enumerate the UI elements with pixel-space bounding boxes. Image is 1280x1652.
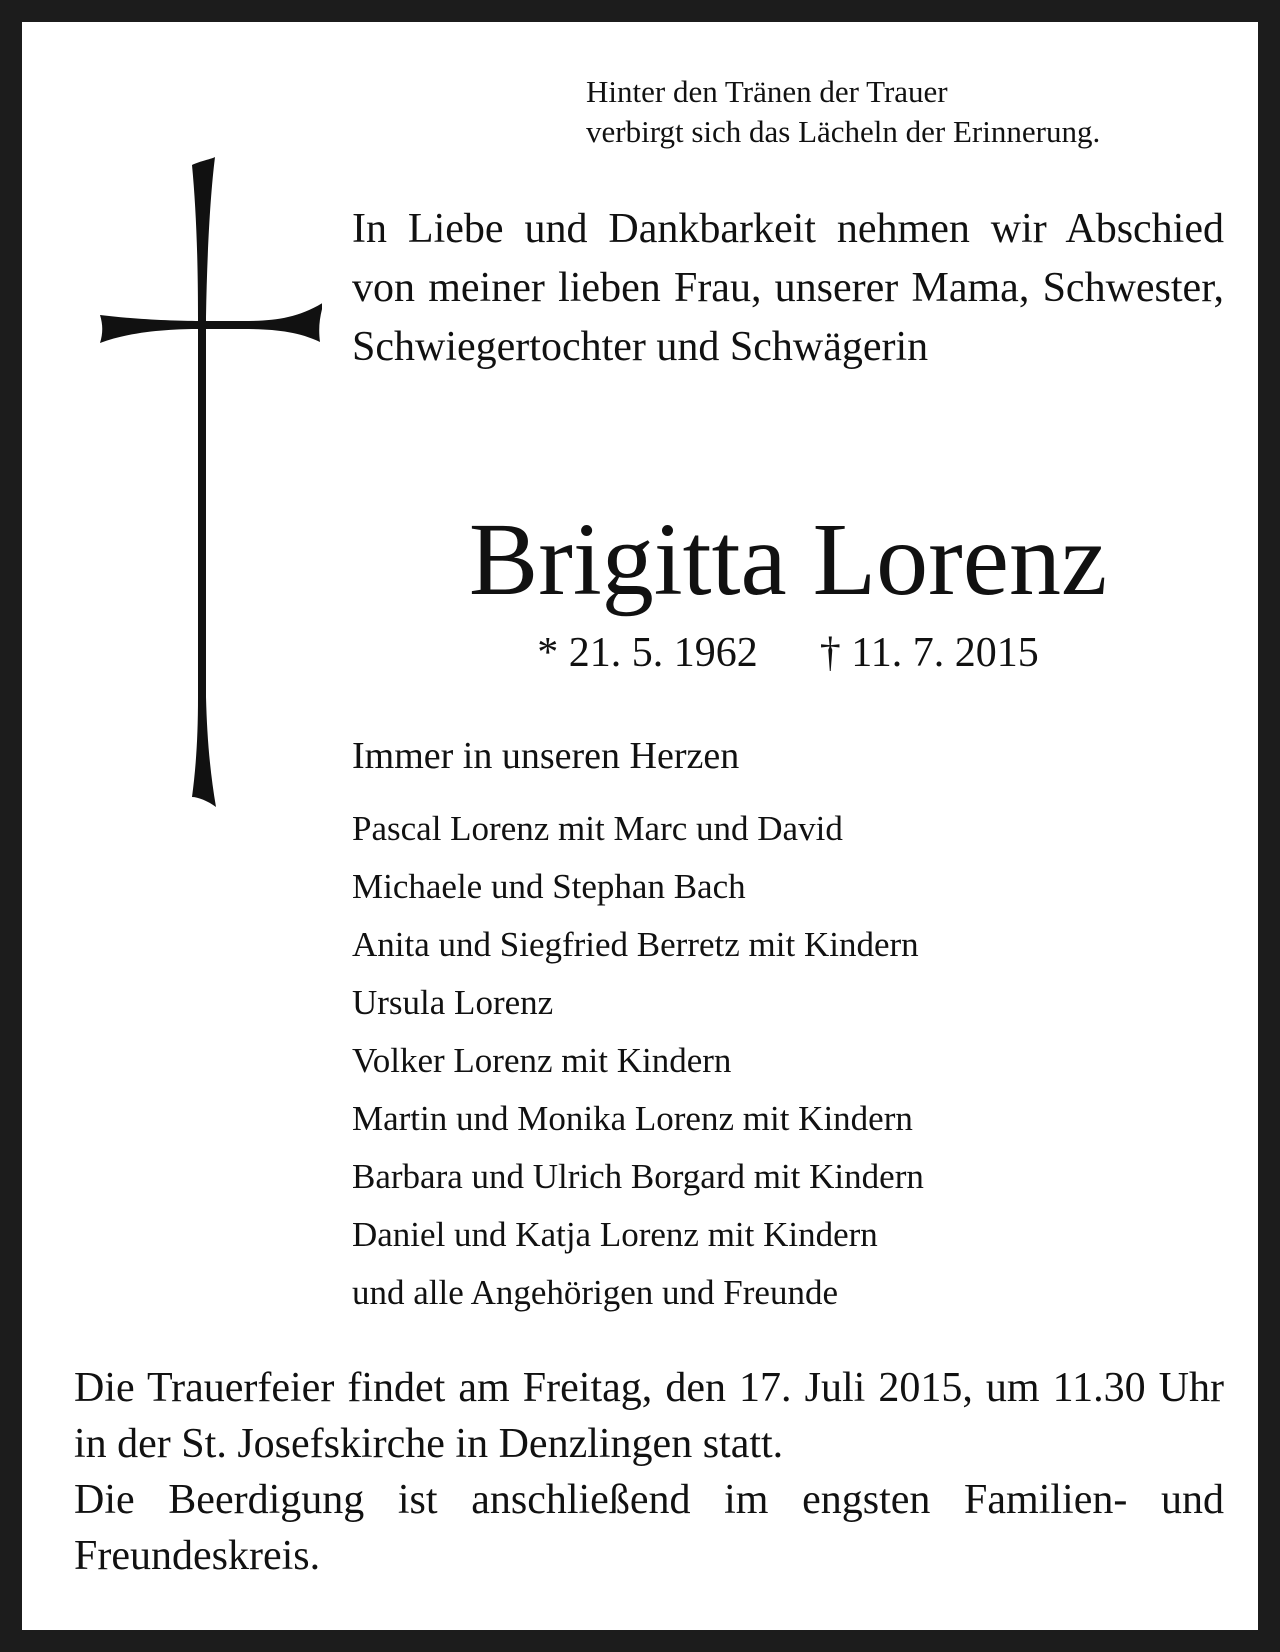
ceremony-text: Die Trauerfeier findet am Freitag, den 17. Juli 2015, um 11.30 Uhr in der St. Josefskirche in Denzlingen statt. [74, 1365, 1224, 1467]
motto: Immer in unseren Herzen [352, 735, 740, 777]
service-info [74, 1360, 1224, 1584]
mourner-item: Anita und Siegfried Berretz mit Kindern [352, 925, 919, 964]
obituary-notice [22, 22, 1258, 1630]
intro-text: In Liebe und Dankbarkeit nehmen wir Abschied von meiner lieben Frau, unserer Mama, Schwester, Schwiegertochter und Schwägerin [352, 206, 1224, 370]
burial-text: Die Beerdigung ist anschließend im engsten Familien- und Freundeskreis. [74, 1477, 1224, 1579]
life-dates [352, 628, 1224, 678]
mourner-item: Pascal Lorenz mit Marc und David [352, 809, 843, 848]
mourner-item: und alle Angehörigen und Freunde [352, 1273, 839, 1312]
death-date: † 11. 7. 2015 [819, 630, 1039, 676]
mourners-list [352, 800, 924, 1322]
epigraph [586, 72, 1100, 152]
epigraph-line: verbirgt sich das Lächeln der Erinnerung. [586, 114, 1101, 149]
mourner-item: Volker Lorenz mit Kindern [352, 1041, 732, 1080]
deceased-name: Brigitta Lorenz [468, 502, 1108, 617]
epigraph-line: Hinter den Tränen der Trauer [586, 74, 948, 109]
birth-date: * 21. 5. 1962 [537, 630, 758, 676]
mourner-item: Michaele und Stephan Bach [352, 867, 746, 906]
mourner-item: Ursula Lorenz [352, 983, 554, 1022]
mourner-item: Martin und Monika Lorenz mit Kindern [352, 1099, 913, 1138]
mourner-item: Barbara und Ulrich Borgard mit Kindern [352, 1157, 924, 1196]
latin-cross-icon [72, 137, 322, 837]
mourner-item: Daniel und Katja Lorenz mit Kindern [352, 1215, 878, 1254]
